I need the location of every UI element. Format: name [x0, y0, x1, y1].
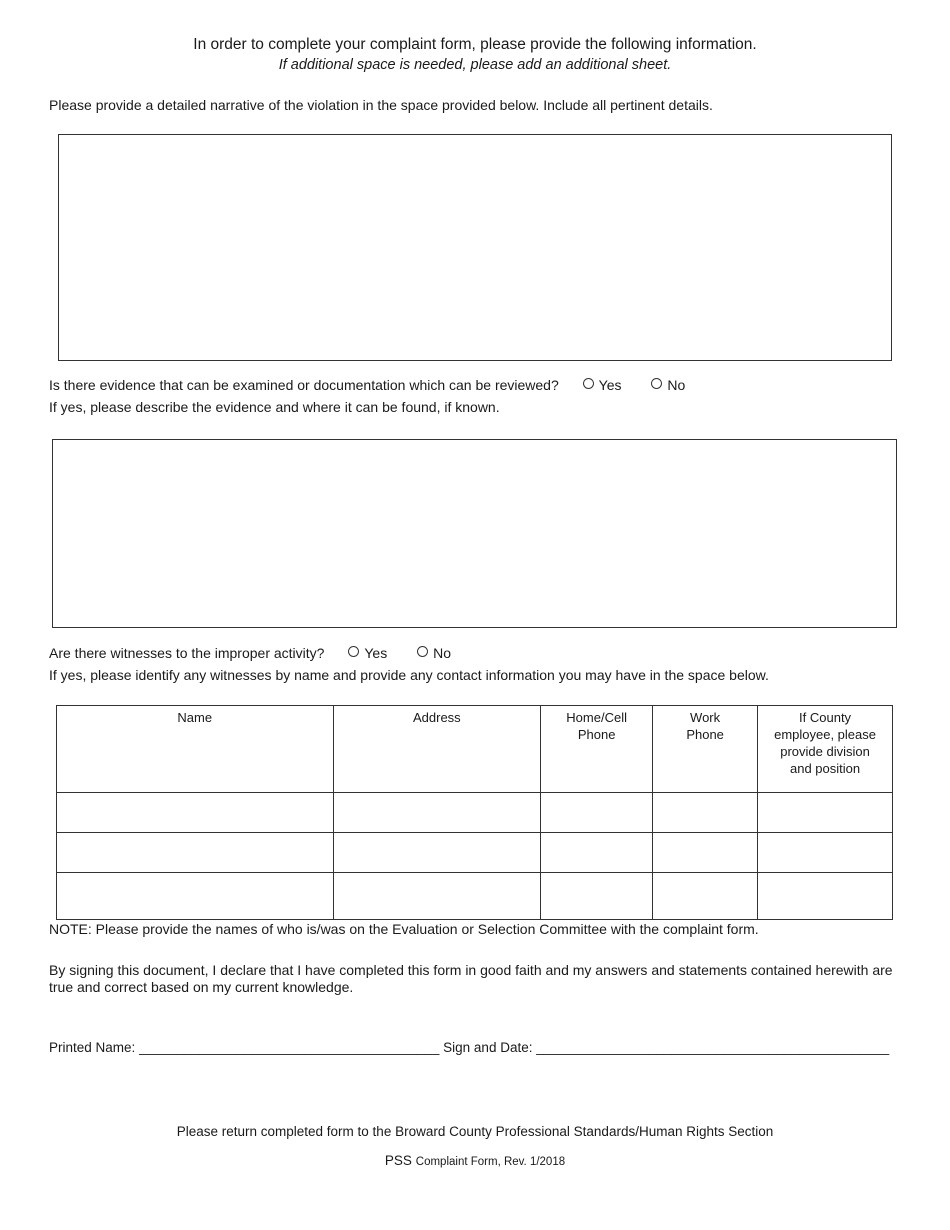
form-name: Complaint Form, Rev. 1/2018 [415, 1156, 566, 1168]
witness-2-home-phone-cell[interactable] [541, 833, 653, 873]
col-header-home-phone: Home/Cell Phone [541, 706, 653, 793]
form-identifier [0, 1152, 950, 1168]
witness-yes-radio-icon[interactable] [348, 646, 359, 657]
witness-table-header-row [57, 706, 893, 793]
printed-name-field[interactable]: ________________________________________ [139, 1040, 440, 1055]
return-instructions: Please return completed form to the Broward County Professional Standards/Human Rights Section [176, 1124, 774, 1139]
witness-no-label: No [433, 645, 451, 661]
witness-no-option[interactable] [417, 645, 451, 661]
evidence-yes-label: Yes [598, 377, 622, 393]
witness-2-address-cell[interactable] [333, 833, 541, 873]
evidence-followup: If yes, please describe the evidence and where it can be found, if known. [49, 399, 500, 415]
witness-3-address-cell[interactable] [333, 873, 541, 920]
table-row [57, 873, 893, 920]
sign-date-label: Sign and Date: [443, 1040, 533, 1055]
witness-question-row [49, 645, 451, 661]
evidence-no-label: No [667, 377, 686, 393]
evidence-no-option[interactable] [651, 377, 685, 393]
witness-3-division-cell[interactable] [758, 873, 893, 920]
evidence-yes-radio-icon[interactable] [583, 378, 594, 389]
evidence-yes-option[interactable] [583, 377, 622, 393]
header-line-1: In order to complete your complaint form, please provide the following information. [193, 36, 757, 53]
signature-row [49, 1040, 889, 1055]
narrative-prompt: Please provide a detailed narrative of the violation in the space provided below. Include all pertinent details. [49, 97, 713, 113]
witness-yes-option[interactable] [348, 645, 387, 661]
header-line-2: If additional space is needed, please add an additional sheet. [278, 57, 672, 73]
evidence-no-radio-icon[interactable] [651, 378, 662, 389]
committee-note: NOTE: Please provide the names of who is/was on the Evaluation or Selection Committee with the complaint form. [49, 921, 759, 937]
col-header-address: Address [333, 706, 541, 793]
table-row [57, 833, 893, 873]
witness-2-division-cell[interactable] [758, 833, 893, 873]
witness-3-home-phone-cell[interactable] [541, 873, 653, 920]
witness-1-home-phone-cell[interactable] [541, 793, 653, 833]
table-row [57, 793, 893, 833]
witness-1-address-cell[interactable] [333, 793, 541, 833]
printed-name-label: Printed Name: [49, 1040, 136, 1055]
witness-yes-label: Yes [364, 645, 388, 661]
witness-3-name-cell[interactable] [57, 873, 334, 920]
witness-question: Are there witnesses to the improper activity? [49, 645, 325, 661]
sign-date-field[interactable]: _______________________________________________ [536, 1040, 890, 1055]
col-header-work-phone: Work Phone [653, 706, 758, 793]
col-header-name: Name [57, 706, 334, 793]
witness-2-name-cell[interactable] [57, 833, 334, 873]
witness-1-division-cell[interactable] [758, 793, 893, 833]
witness-3-work-phone-cell[interactable] [653, 873, 758, 920]
form-id: PSS [384, 1153, 412, 1168]
evidence-question-row [49, 377, 685, 393]
witness-no-radio-icon[interactable] [417, 646, 428, 657]
witness-table [56, 705, 893, 920]
evidence-textbox[interactable] [52, 439, 897, 628]
witness-1-name-cell[interactable] [57, 793, 334, 833]
col-header-county-employee: If County employee, please provide division and position [758, 706, 893, 793]
witness-2-work-phone-cell[interactable] [653, 833, 758, 873]
witness-followup: If yes, please identify any witnesses by name and provide any contact information you may have in the space below. [49, 667, 769, 683]
evidence-question: Is there evidence that can be examined or documentation which can be reviewed? [49, 377, 559, 393]
declaration-text: By signing this document, I declare that I have completed this form in good faith and my answers and statements contained herewith are true and correct based on my current knowledge. [49, 962, 893, 995]
narrative-textbox[interactable] [58, 134, 892, 361]
witness-1-work-phone-cell[interactable] [653, 793, 758, 833]
